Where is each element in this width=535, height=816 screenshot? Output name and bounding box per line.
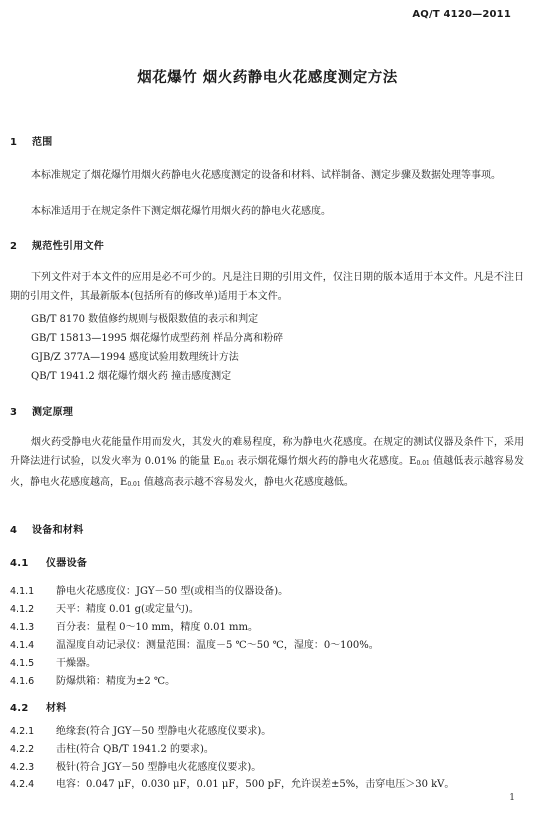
document-number: AQ/T 4120—2011 xyxy=(412,9,511,20)
page-number: 1 xyxy=(509,793,515,803)
section-2-title: 规范性引用文件 xyxy=(32,241,105,252)
item-text: 绝缘套(符合 JGY－50 型静电火花感度仪要求)。 xyxy=(56,726,272,737)
subscript-e001: 0.01 xyxy=(416,460,430,467)
section-2-paragraph-1: 下列文件对于本文件的应用是必不可少的。凡是注日期的引用文件，仅注日期的版本适用于本文件。凡是不注日期的引用文件，其最新版本(包括所有的修改单)适用于本文件。 xyxy=(10,272,524,302)
section-3-heading xyxy=(10,403,73,418)
list-item xyxy=(10,740,214,755)
item-text: 天平：精度 0.01 g(或定量勺)。 xyxy=(56,604,199,615)
item-text: 百分表：量程 0～10 mm，精度 0.01 mm。 xyxy=(56,622,258,633)
list-item xyxy=(10,582,288,597)
subsection-4-1-title: 仪器设备 xyxy=(46,558,88,569)
subsection-4-2-title: 材料 xyxy=(46,703,67,714)
subscript-e001: 0.01 xyxy=(127,481,141,488)
item-text: 温湿度自动记录仪：测量范围：温度－5 ℃～50 ℃，湿度：0～100%。 xyxy=(56,640,379,651)
list-item xyxy=(10,722,271,737)
subsection-4-1-number: 4.1 xyxy=(10,558,29,569)
list-item xyxy=(10,672,175,687)
subsection-4-1-heading xyxy=(10,554,87,569)
list-item xyxy=(10,775,454,790)
section-1-heading xyxy=(10,133,53,148)
section-3-title: 测定原理 xyxy=(32,407,74,418)
section-2-number: 2 xyxy=(10,241,18,252)
item-number: 4.1.2 xyxy=(10,604,35,615)
section-1-title: 范围 xyxy=(32,137,53,148)
item-text: 极针(符合 JGY－50 型静电火花感度仪要求)。 xyxy=(56,762,262,773)
list-item xyxy=(10,654,96,669)
item-text: 静电火花感度仪：JGY－50 型(或相当的仪器设备)。 xyxy=(56,586,289,597)
section-4-title: 设备和材料 xyxy=(32,525,84,536)
section-3-text-d: 值越高表示越不容易发火，静电火花感度越低。 xyxy=(140,477,354,488)
section-3-text-c: 值越低表示越容易发火，静电火花感度越高，E xyxy=(10,456,524,488)
section-1-paragraph-1: 本标准规定了烟花爆竹用烟火药静电火花感度测定的设备和材料、试样制备、测定步骤及数据处理等事项。 xyxy=(31,170,501,181)
item-number: 4.2.3 xyxy=(10,762,35,773)
section-4-number: 4 xyxy=(10,525,18,536)
reference-item: GJB/Z 377A—1994 感度试验用数理统计方法 xyxy=(31,352,239,363)
item-text: 防爆烘箱：精度为±2 ℃。 xyxy=(56,676,176,687)
item-text: 击柱(符合 QB/T 1941.2 的要求)。 xyxy=(56,744,214,755)
item-number: 4.2.2 xyxy=(10,744,35,755)
item-number: 4.1.1 xyxy=(10,586,35,597)
list-item xyxy=(10,758,261,773)
section-3-text-b: 表示烟花爆竹烟火药的静电火花感度。E xyxy=(234,456,417,467)
reference-item: GB/T 15813—1995 烟花爆竹成型药剂 样品分离和粉碎 xyxy=(31,333,284,344)
item-number: 4.2.1 xyxy=(10,726,35,737)
reference-item: GB/T 8170 数值修约规则与极限数值的表示和判定 xyxy=(31,314,259,325)
item-number: 4.2.4 xyxy=(10,779,35,790)
reference-item: QB/T 1941.2 烟花爆竹烟火药 撞击感度测定 xyxy=(31,371,232,382)
section-1-number: 1 xyxy=(10,137,18,148)
subsection-4-2-heading xyxy=(10,699,67,714)
section-2-heading xyxy=(10,237,104,252)
item-number: 4.1.3 xyxy=(10,622,35,633)
item-number: 4.1.4 xyxy=(10,640,35,651)
section-1-paragraph-2: 本标准适用于在规定条件下测定烟花爆竹用烟火药的静电火花感度。 xyxy=(31,206,331,217)
item-number: 4.1.6 xyxy=(10,676,35,687)
section-3-number: 3 xyxy=(10,407,18,418)
document-title: 烟花爆竹 烟火药静电火花感度测定方法 xyxy=(137,70,398,86)
item-text: 干燥器。 xyxy=(56,658,96,669)
section-4-heading xyxy=(10,521,84,536)
subscript-e001: 0.01 xyxy=(220,460,235,467)
item-number: 4.1.5 xyxy=(10,658,35,669)
section-3-text-a: 烟火药受静电火花能量作用而发火，其发火的难易程度，称为静电火花感度。在规定的测试仪器及条件下，采用升降法进行试验，以发火率为 0.01% 的能量 E xyxy=(10,437,524,467)
list-item xyxy=(10,636,379,651)
section-3-paragraph-1 xyxy=(10,433,524,494)
list-item xyxy=(10,600,199,615)
list-item xyxy=(10,618,258,633)
item-text: 电容：0.047 μF，0.030 μF，0.01 μF，500 pF，允许误差±5%，击穿电压＞30 kV。 xyxy=(56,779,455,790)
subsection-4-2-number: 4.2 xyxy=(10,703,29,714)
